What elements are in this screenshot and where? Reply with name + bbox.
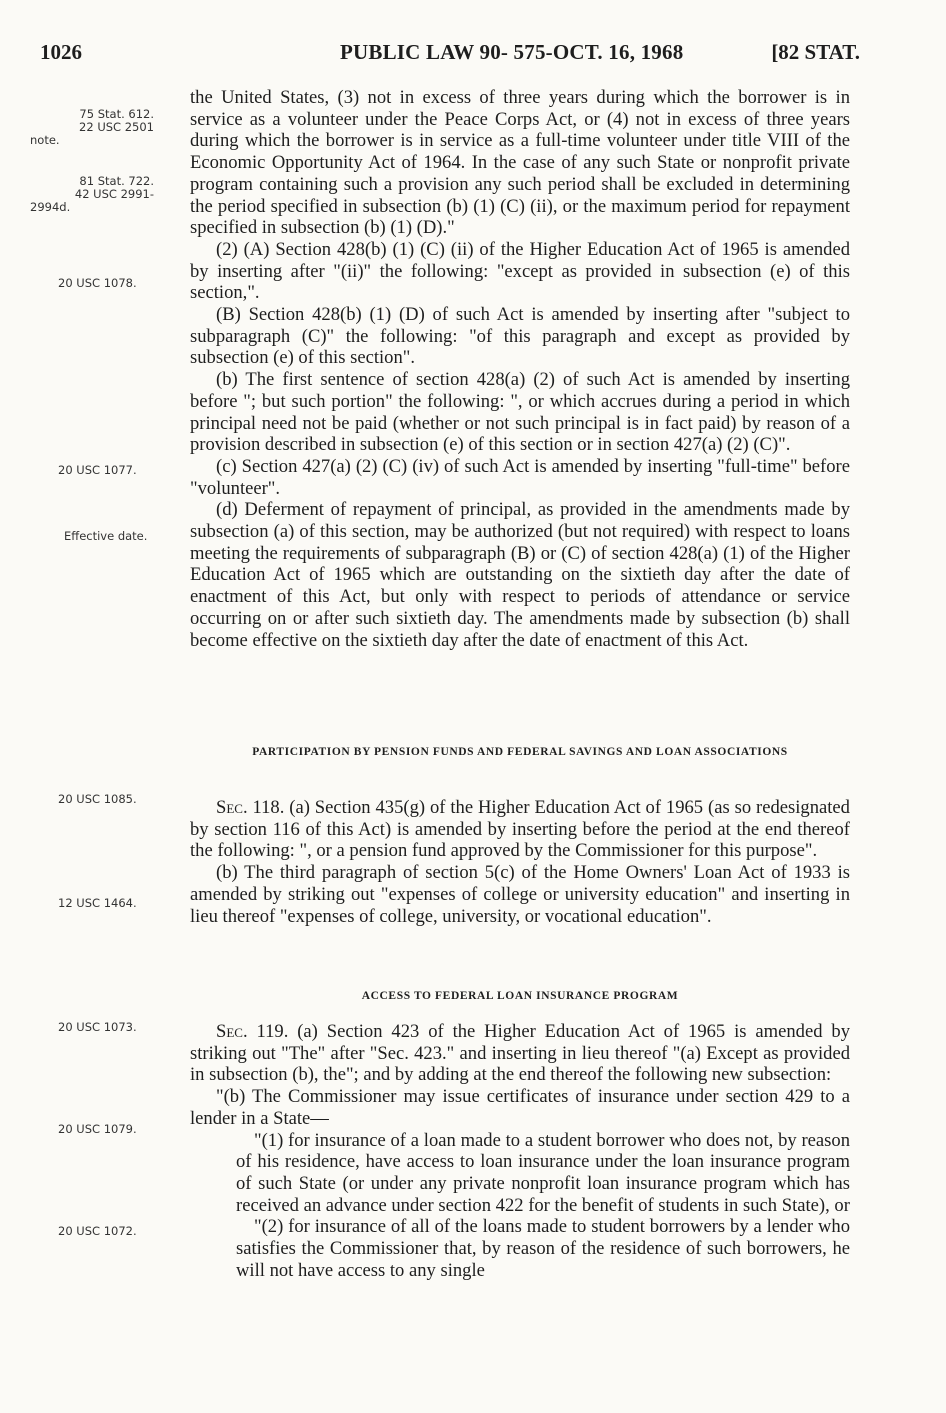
margin-note: 75 Stat. 612. 22 USC 2501 note. [30, 107, 154, 147]
paragraph: Sec. 119. (a) Section 423 of the Higher Education Act of 1965 is amended by striking out "The" after "Sec. 423." and inserting in lieu thereof "(a) Except as provided in subsection (b), the"; and by adding at the end thereof the following new subsection: [190, 1021, 850, 1086]
paragraph: (B) Section 428(b) (1) (D) of such Act is amended by inserting after "subject to subparagraph (C)" the following: "of this paragraph and except as provided by subsection (e) of this section". [190, 304, 850, 369]
page-number: 1026 [40, 40, 82, 64]
margin-note: 20 USC 1078. [58, 276, 137, 290]
section-label: Sec. 119. [216, 1021, 289, 1042]
margin-note: 12 USC 1464. [58, 896, 137, 910]
paragraph: "(1) for insurance of a loan made to a student borrower who does not, by reason of his residence, have access to loan insurance under the loan insurance program of such State (or under any private nonprofit loan insurance program which has received an advance under section 422 for the benefit of students in such State), or [236, 1129, 850, 1216]
section-117-continuation [190, 87, 850, 651]
margin-note: 20 USC 1077. [58, 463, 137, 477]
paragraph: (b) The first sentence of section 428(a) (2) of such Act is amended by inserting before "; but such portion" the following: ", or which accrues during a period in which principal need not be paid (whether or not such principal is in fact paid) by reason of a provision described in subsection (e) of this section or in section 427(a) (2) (C)". [190, 369, 850, 456]
margin-note: 20 USC 1079. [58, 1122, 137, 1136]
paragraph: (2) (A) Section 428(b) (1) (C) (ii) of the Higher Education Act of 1965 is amended by inserting after "(ii)" the following: "except as provided in subsection (e) of this section,". [190, 238, 850, 304]
running-title: PUBLIC LAW 90- 575-OCT. 16, 1968 [340, 40, 684, 64]
page-header [40, 40, 860, 80]
statute-volume: [82 STAT. [771, 40, 860, 64]
section-119 [190, 1021, 850, 1281]
margin-note: 20 USC 1073. [58, 1020, 137, 1034]
paragraph: Sec. 118. (a) Section 435(g) of the Higher Education Act of 1965 (as so redesignated by section 116 of this Act) is amended by inserting before the period at the end thereof the following: ", or a pension fund approved by the Commissioner for this purpose". [190, 797, 850, 862]
margin-note: 20 USC 1085. [58, 792, 137, 806]
paragraph: the United States, (3) not in excess of three years during which the borrower is in service as a volunteer under the Peace Corps Act, or (4) not in excess of three years during which the borrower is in service as a full-time volunteer under title VIII of the Economic Opportunity Act of 1964. In the case of any such State or nonprofit private program containing such a provision any such period shall be excluded in determining the period specified in subsection (b) (1) (C) (ii), or the maximum period for repayment specified in subsection (b) (1) (D)." [190, 87, 850, 239]
paragraph: (d) Deferment of repayment of principal, as provided in the amendments made by subsection (a) of this section, may be authorized (but not required) with respect to loans meeting the requirements of subparagraph (B) or (C) of section 428(a) (1) of the Higher Education Act of 1965 which are outstanding on the sixtieth day after the date of enactment of this Act, but only with respect to periods of attendance or service occurring on or after such sixtieth day. The amendments made by subsection (b) shall become effective on the sixtieth day after the date of enactment of this Act. [190, 499, 850, 651]
margin-note: 20 USC 1072. [58, 1224, 137, 1238]
paragraph: (c) Section 427(a) (2) (C) (iv) of such Act is amended by inserting "full-time" before "volunteer". [190, 455, 850, 499]
margin-note: Effective date. [64, 529, 148, 543]
section-label: Sec. 118. [216, 797, 285, 818]
section-118 [190, 797, 850, 927]
paragraph: (b) The third paragraph of section 5(c) of the Home Owners' Loan Act of 1933 is amended by striking out "expenses of college or university education" and inserting in lieu thereof "expenses of college, university, or vocational education". [190, 862, 850, 927]
section-heading: PARTICIPATION BY PENSION FUNDS AND FEDERAL SAVINGS AND LOAN ASSOCIATIONS [252, 746, 788, 758]
paragraph: "(b) The Commissioner may issue certificates of insurance under section 429 to a lender in a State— [190, 1086, 850, 1129]
paragraph: "(2) for insurance of all of the loans made to student borrowers by a lender who satisfies the Commissioner that, by reason of the residence of such borrowers, he will not have access to any single [236, 1216, 850, 1281]
section-heading: ACCESS TO FEDERAL LOAN INSURANCE PROGRAM [361, 990, 679, 1002]
margin-note: 81 Stat. 722. 42 USC 2991- 2994d. [30, 174, 154, 214]
